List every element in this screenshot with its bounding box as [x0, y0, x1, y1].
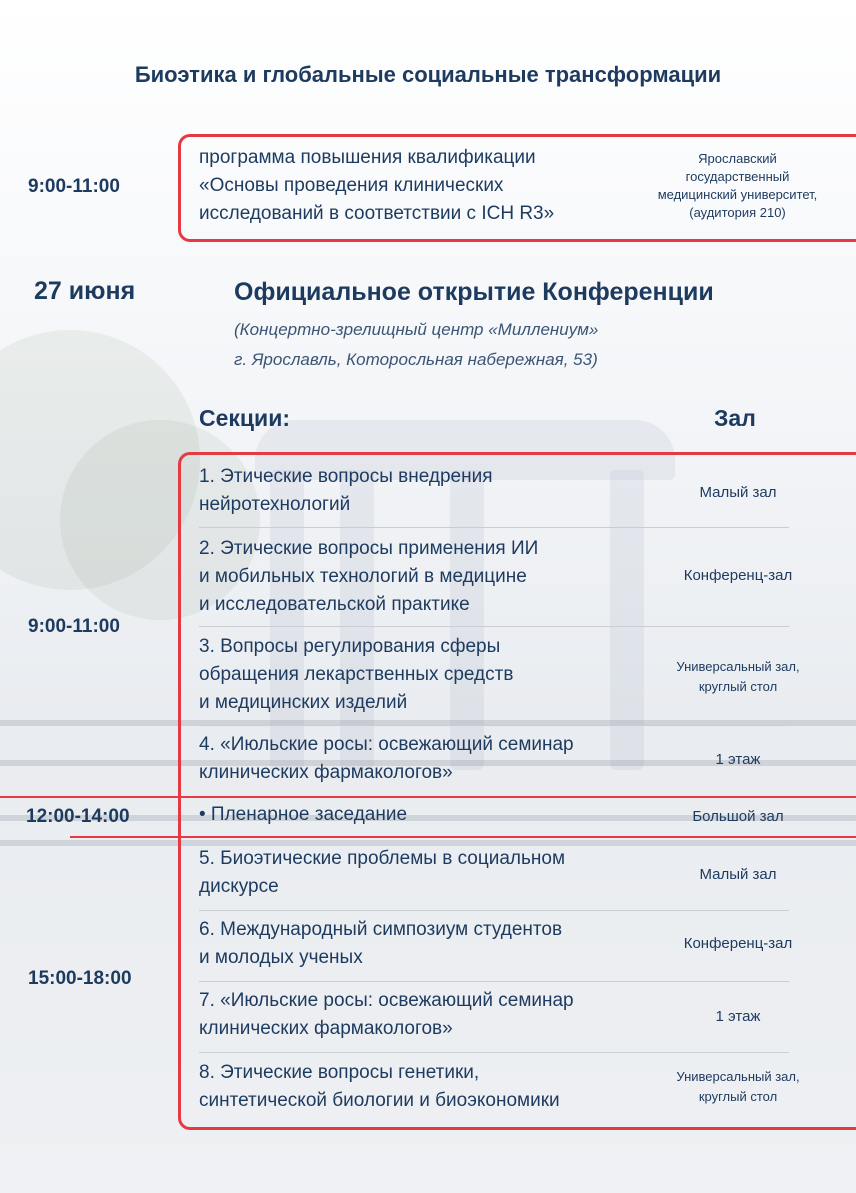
session-6: 6. Международный симпозиум студентов и молодых ученых: [199, 919, 563, 968]
separator: [199, 626, 789, 627]
pre-event-time: 9:00-11:00: [28, 176, 120, 197]
pre-event-program: программа повышения квалификации «Основы проведения клинических исследований в соответствии с ICH R3»: [199, 147, 555, 224]
pre-event-venue: Ярославский государственный медицинский университет, (аудитория 210): [657, 151, 818, 220]
session-1: 1. Этические вопросы внедрения нейротехнологий: [199, 466, 493, 515]
separator: [199, 527, 789, 528]
separator: [199, 981, 789, 982]
plenary-top-line: [0, 796, 856, 798]
hall-session-5: Малый зал: [699, 866, 777, 883]
plenary-session: • Пленарное заседание: [199, 804, 408, 825]
event-date: 27 июня: [34, 277, 136, 305]
session-4: 4. «Июльские росы: освежающий семинар клинических фармакологов»: [199, 734, 574, 783]
session-8: 8. Этические вопросы генетики, синтетической биологии и биоэкономики: [199, 1062, 560, 1111]
hall-session-4: 1 этаж: [715, 751, 761, 768]
session-5: 5. Биоэтические проблемы в социальном дискурсе: [199, 848, 566, 897]
session-7: 7. «Июльские росы: освежающий семинар клинических фармакологов»: [199, 990, 574, 1039]
hall-session-2: Конференц-зал: [683, 567, 793, 584]
hall-session-6: Конференц-зал: [683, 935, 793, 952]
hall-session-3: Универсальный зал, круглый стол: [676, 659, 800, 694]
separator: [199, 725, 789, 726]
hall-header: Зал: [714, 405, 756, 431]
hall-session-7: 1 этаж: [715, 1008, 761, 1025]
opening-place-line2: г. Ярославль, Которосльная набережная, 53): [234, 350, 598, 369]
sections-header: Секции:: [199, 405, 290, 431]
session-2: 2. Этические вопросы применения ИИ и мобильных технологий в медицине и исследовательской практике: [199, 538, 539, 615]
hall-plenary: Большой зал: [692, 808, 784, 825]
separator: [199, 1052, 789, 1053]
session-3: 3. Вопросы регулирования сферы обращения лекарственных средств и медицинских изделий: [199, 636, 514, 713]
plenary-bottom-line: [70, 836, 856, 838]
hall-session-8: Универсальный зал, круглый стол: [676, 1069, 800, 1104]
time-midday: 12:00-14:00: [26, 806, 130, 827]
time-afternoon: 15:00-18:00: [28, 968, 132, 989]
hall-session-1: Малый зал: [699, 484, 777, 501]
time-morning: 9:00-11:00: [28, 616, 120, 637]
opening-title: Официальное открытие Конференции: [234, 278, 714, 306]
opening-place-line1: (Концертно-зрелищный центр «Миллениум»: [234, 320, 599, 339]
separator: [199, 910, 789, 911]
page-title: Биоэтика и глобальные социальные трансформации: [134, 62, 722, 87]
